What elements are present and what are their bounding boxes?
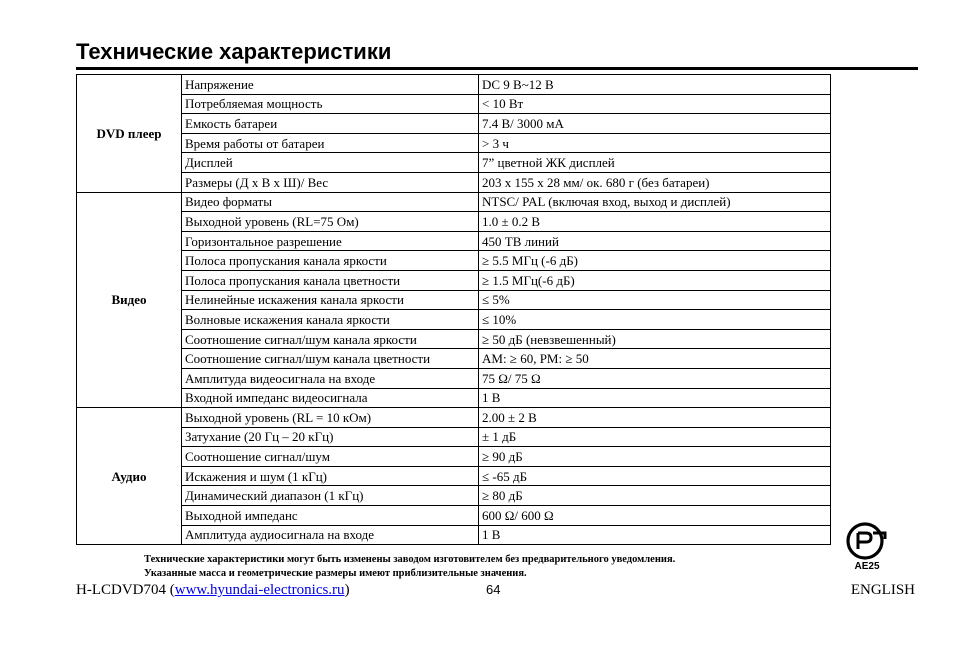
- value-cell: 1.0 ± 0.2 В: [479, 212, 831, 232]
- value-cell: AM: ≥ 60, PM: ≥ 50: [479, 349, 831, 369]
- table-row: [77, 75, 831, 95]
- parameter-cell: Дисплей: [182, 153, 479, 173]
- parameter-cell: Затухание (20 Гц – 20 кГц): [182, 427, 479, 447]
- note-line: Указанные масса и геометрические размеры имеют приблизительные значения.: [144, 568, 527, 579]
- value-cell: 203 х 155 х 28 мм/ ок. 680 г (без батареи): [479, 172, 831, 192]
- value-cell: ≥ 90 дБ: [479, 447, 831, 467]
- table-row: [77, 310, 831, 330]
- table-row: [77, 192, 831, 212]
- spec-table: [76, 74, 831, 545]
- section-label: Аудио: [77, 408, 182, 545]
- parameter-cell: Входной импеданс видеосигнала: [182, 388, 479, 408]
- value-cell: ≥ 50 дБ (невзвешенный): [479, 329, 831, 349]
- section-label: Видео: [77, 192, 182, 408]
- note-line: Технические характеристики могут быть изменены заводом изготовителем без предварительного уведомления.: [144, 554, 676, 565]
- table-row: [77, 349, 831, 369]
- table-row: [77, 486, 831, 506]
- table-row: [77, 270, 831, 290]
- table-row: [77, 427, 831, 447]
- parameter-cell: Амплитуда аудиосигнала на входе: [182, 525, 479, 545]
- parameter-cell: Выходной импеданс: [182, 506, 479, 526]
- parameter-cell: Потребляемая мощность: [182, 94, 479, 114]
- parameter-cell: Горизонтальное разрешение: [182, 231, 479, 251]
- table-row: [77, 329, 831, 349]
- value-cell: ≥ 1.5 МГц(-6 дБ): [479, 270, 831, 290]
- parameter-cell: Выходной уровень (RL = 10 кОм): [182, 408, 479, 428]
- page-number: 64: [486, 582, 501, 597]
- value-cell: < 10 Вт: [479, 94, 831, 114]
- table-row: [77, 212, 831, 232]
- value-cell: 7.4 В/ 3000 мА: [479, 114, 831, 134]
- parameter-cell: Соотношение сигнал/шум: [182, 447, 479, 467]
- model-name: H-LCDVD704 (: [76, 582, 175, 598]
- value-cell: DC 9 В~12 В: [479, 75, 831, 95]
- parameter-cell: Амплитуда видеосигнала на входе: [182, 368, 479, 388]
- parameter-cell: Видео форматы: [182, 192, 479, 212]
- certification-code: AE25: [854, 561, 880, 572]
- parameter-cell: Волновые искажения канала яркости: [182, 310, 479, 330]
- spec-notes: [144, 553, 675, 581]
- table-row: [77, 408, 831, 428]
- table-row: [77, 231, 831, 251]
- gost-r-certification-mark-icon: [845, 521, 889, 561]
- value-cell: NTSC/ PAL (включая вход, выход и дисплей): [479, 192, 831, 212]
- table-row: [77, 466, 831, 486]
- footer-language: ENGLISH: [850, 582, 915, 598]
- value-cell: ≤ 10%: [479, 310, 831, 330]
- parameter-cell: Динамический диапазон (1 кГц): [182, 486, 479, 506]
- parameter-cell: Напряжение: [182, 75, 479, 95]
- table-row: [77, 525, 831, 545]
- table-row: [77, 133, 831, 153]
- parameter-cell: Выходной уровень (RL=75 Ом): [182, 212, 479, 232]
- value-cell: ≤ -65 дБ: [479, 466, 831, 486]
- section-label: DVD плеер: [77, 75, 182, 193]
- value-cell: 2.00 ± 2 В: [479, 408, 831, 428]
- table-row: [77, 447, 831, 467]
- value-cell: 600 Ω/ 600 Ω: [479, 506, 831, 526]
- value-cell: > 3 ч: [479, 133, 831, 153]
- table-row: [77, 290, 831, 310]
- table-row: [77, 153, 831, 173]
- value-cell: ≥ 80 дБ: [479, 486, 831, 506]
- table-row: [77, 388, 831, 408]
- value-cell: 450 ТВ линий: [479, 231, 831, 251]
- value-cell: 7” цветной ЖК дисплей: [479, 153, 831, 173]
- parameter-cell: Нелинейные искажения канала яркости: [182, 290, 479, 310]
- value-cell: 75 Ω/ 75 Ω: [479, 368, 831, 388]
- website-link[interactable]: www.hyundai-electronics.ru: [174, 582, 345, 598]
- parameter-cell: Емкость батареи: [182, 114, 479, 134]
- table-row: [77, 368, 831, 388]
- parameter-cell: Соотношение сигнал/шум канала яркости: [182, 329, 479, 349]
- table-row: [77, 251, 831, 271]
- spec-table-body: [77, 75, 831, 545]
- value-cell: 1 В: [479, 525, 831, 545]
- page-title: Технические характеристики: [76, 39, 392, 64]
- value-cell: ± 1 дБ: [479, 427, 831, 447]
- table-row: [77, 172, 831, 192]
- model-close: ): [344, 582, 350, 598]
- certification-mark: [845, 521, 889, 577]
- parameter-cell: Соотношение сигнал/шум канала цветности: [182, 349, 479, 369]
- table-row: [77, 114, 831, 134]
- value-cell: ≤ 5%: [479, 290, 831, 310]
- table-row: [77, 94, 831, 114]
- parameter-cell: Полоса пропускания канала яркости: [182, 251, 479, 271]
- table-row: [77, 506, 831, 526]
- title-rule: [76, 67, 918, 70]
- parameter-cell: Искажения и шум (1 кГц): [182, 466, 479, 486]
- value-cell: ≥ 5.5 МГц (-6 дБ): [479, 251, 831, 271]
- parameter-cell: Время работы от батареи: [182, 133, 479, 153]
- footer-model: [76, 582, 350, 599]
- parameter-cell: Полоса пропускания канала цветности: [182, 270, 479, 290]
- value-cell: 1 В: [479, 388, 831, 408]
- parameter-cell: Размеры (Д х В х Ш)/ Вес: [182, 172, 479, 192]
